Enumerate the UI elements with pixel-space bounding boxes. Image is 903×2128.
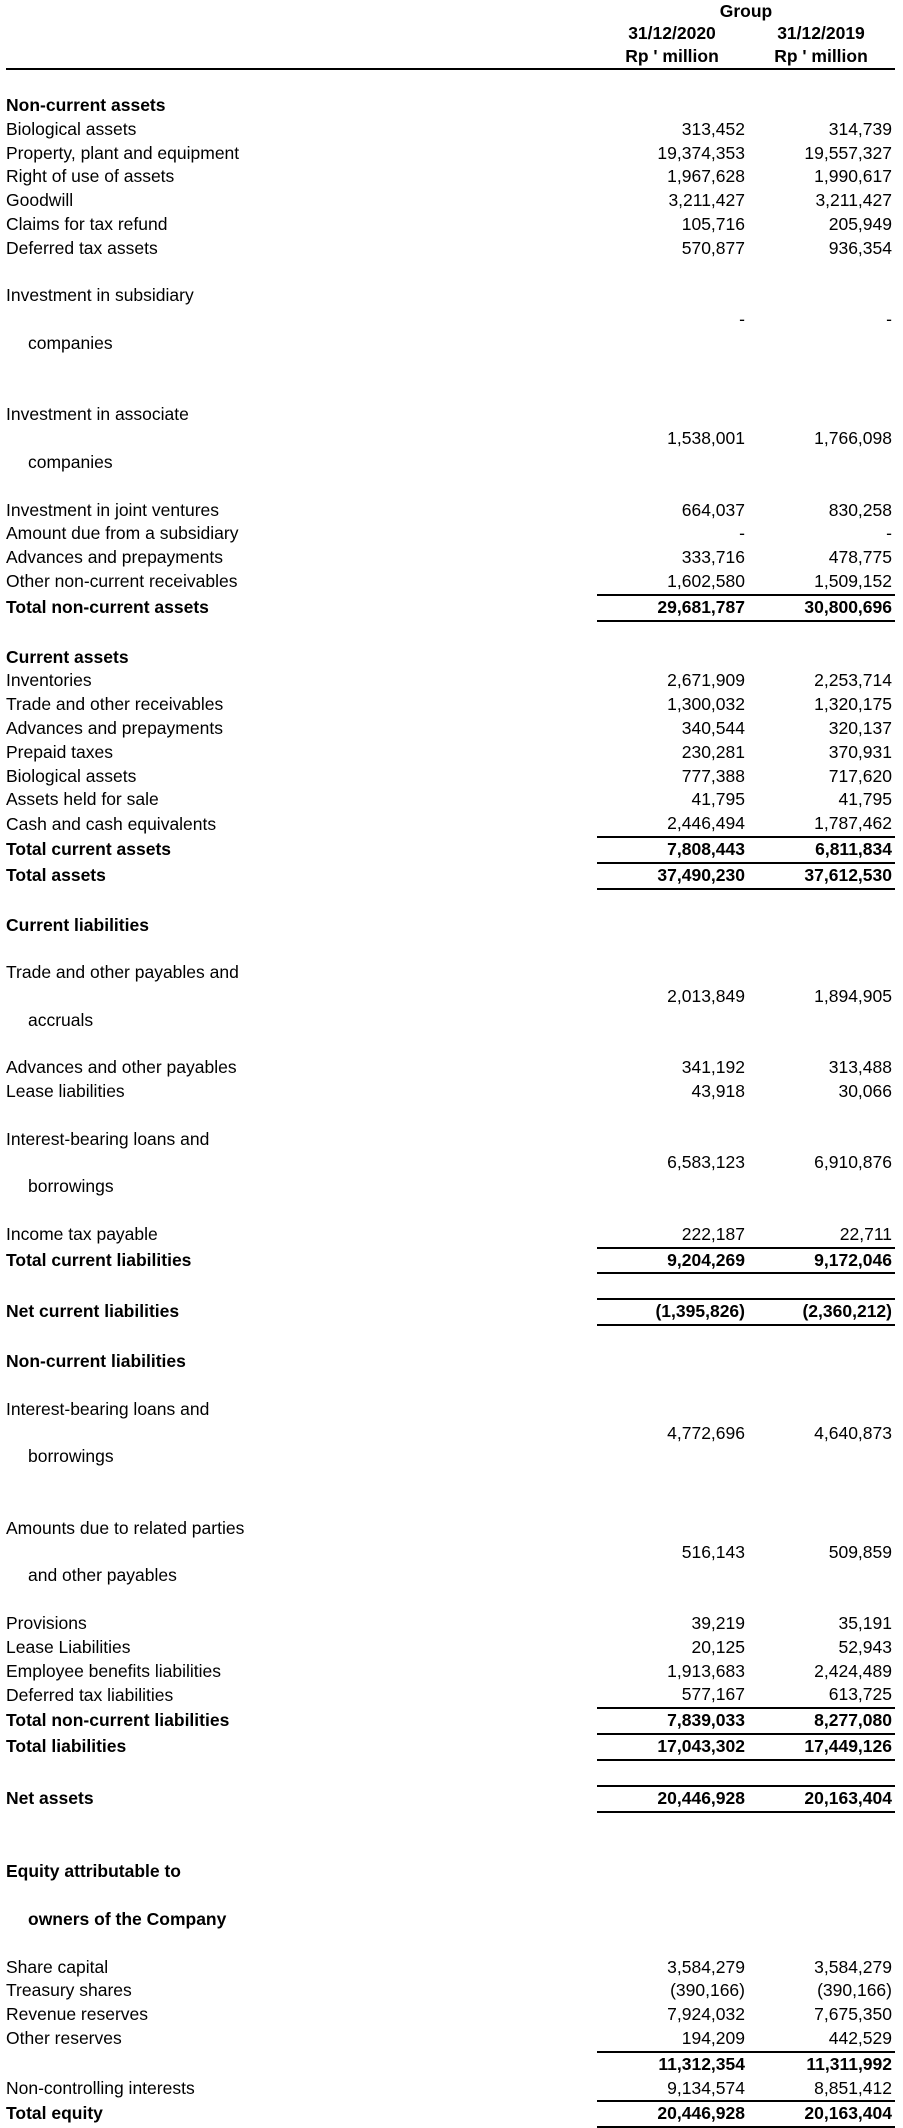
table-row xyxy=(6,741,895,765)
row-label-line1: Trade and other payables and xyxy=(6,962,239,983)
spacer xyxy=(6,889,895,914)
net-current-liabilities-2019: (2,360,212) xyxy=(747,1299,895,1325)
row-label: Provisions xyxy=(6,1613,87,1634)
header-col1-unit: Rp ' million xyxy=(625,46,719,66)
table-row xyxy=(6,522,895,546)
row-label-line2: and other payables xyxy=(28,1565,177,1586)
total-label: Total current assets xyxy=(6,838,172,859)
row-value-2020: 1,913,683 xyxy=(667,1660,745,1681)
row-value-2019: 314,739 xyxy=(828,118,892,139)
row-label-line2: companies xyxy=(28,451,113,472)
row-value-2020: 2,446,494 xyxy=(667,813,745,834)
row-label: Advances and prepayments xyxy=(6,547,223,568)
row-label: Inventories xyxy=(6,670,92,691)
table-row xyxy=(6,546,895,570)
table-row xyxy=(6,717,895,741)
row-value-2020: 9,134,574 xyxy=(667,2077,745,2098)
total-value-2020: 37,490,230 xyxy=(597,863,747,889)
row-value-2020: 2,013,849 xyxy=(667,985,745,1006)
row-value-2020: 777,388 xyxy=(681,765,745,786)
row-label-line2: borrowings xyxy=(28,1176,114,1197)
total-row-non-current-assets xyxy=(6,595,895,621)
table-row xyxy=(6,1374,895,1493)
row-value-2020: 313,452 xyxy=(681,118,745,139)
total-label: Total assets xyxy=(6,864,106,885)
row-value-2019: 3,584,279 xyxy=(814,1956,892,1977)
table-row xyxy=(6,213,895,237)
table-row xyxy=(6,142,895,166)
row-value-2020: 2,671,909 xyxy=(667,670,745,691)
spacer xyxy=(6,70,895,94)
row-value-2020: 39,219 xyxy=(691,1613,745,1634)
total-value-2019: 30,800,696 xyxy=(747,595,895,621)
section-heading-non-current-liabilities xyxy=(6,1350,895,1374)
total-row-total-liabilities xyxy=(6,1734,895,1760)
row-label xyxy=(6,261,597,380)
total-row-total-assets xyxy=(6,863,895,889)
row-value-2019: 1,766,098 xyxy=(814,428,892,449)
total-row-current-assets xyxy=(6,837,895,863)
table-row xyxy=(6,1979,895,2003)
row-label xyxy=(6,1104,597,1223)
table-row xyxy=(6,693,895,717)
row-label: Advances and other payables xyxy=(6,1057,237,1078)
table-row xyxy=(6,1080,895,1104)
row-label: Biological assets xyxy=(6,118,137,139)
row-value-2020: 20,125 xyxy=(691,1636,745,1657)
row-value-2019: 1,787,462 xyxy=(814,813,892,834)
row-value-2020: 516,143 xyxy=(681,1541,745,1562)
row-value-2019: 936,354 xyxy=(828,237,892,258)
row-value-2019: 2,424,489 xyxy=(814,1660,892,1681)
row-label: Assets held for sale xyxy=(6,789,159,810)
row-value-2019: 1,320,175 xyxy=(814,694,892,715)
table-row xyxy=(6,1493,895,1612)
section-heading-current-assets xyxy=(6,646,895,670)
row-label xyxy=(6,1493,597,1612)
total-label: Total current liabilities xyxy=(6,1249,192,1270)
row-value-2020: 230,281 xyxy=(681,741,745,762)
row-value-2019: 8,851,412 xyxy=(814,2077,892,2098)
equity-title-line2: owners of the Company xyxy=(28,1908,227,1929)
row-label: Revenue reserves xyxy=(6,2004,149,2025)
row-value-2019: 205,949 xyxy=(828,213,892,234)
net-current-liabilities-2020: (1,395,826) xyxy=(597,1299,747,1325)
row-label-line1: Investment in subsidiary xyxy=(6,285,194,306)
table-row xyxy=(6,499,895,523)
row-label: Lease liabilities xyxy=(6,1081,125,1102)
row-value-2019: 6,910,876 xyxy=(814,1152,892,1173)
section-heading-equity xyxy=(6,1837,895,1956)
row-value-2020: 1,538,001 xyxy=(667,428,745,449)
total-value-2020: 29,681,787 xyxy=(597,595,747,621)
header-date-row xyxy=(6,22,895,45)
row-value-2019: 830,258 xyxy=(828,499,892,520)
row-label xyxy=(6,380,597,499)
total-row-current-liabilities xyxy=(6,1248,895,1274)
net-current-liabilities-row xyxy=(6,1299,895,1325)
row-value-2020: 577,167 xyxy=(681,1684,745,1705)
table-row xyxy=(6,937,895,1056)
row-value-2020: 1,967,628 xyxy=(667,166,745,187)
total-value-2020: 7,808,443 xyxy=(597,837,747,863)
row-value-2019: 30,066 xyxy=(838,1081,892,1102)
section-title: Current liabilities xyxy=(6,914,149,935)
row-value-2019: 1,894,905 xyxy=(814,985,892,1006)
row-label: Share capital xyxy=(6,1956,109,1977)
row-label: Property, plant and equipment xyxy=(6,142,240,163)
row-value-2019: 19,557,327 xyxy=(804,142,892,163)
table-row xyxy=(6,380,895,499)
total-value-2019: 37,612,530 xyxy=(747,863,895,889)
total-value-2019: 6,811,834 xyxy=(747,837,895,863)
spacer xyxy=(6,1325,895,1350)
row-label-line2: companies xyxy=(28,332,113,353)
row-value-2019: 313,488 xyxy=(828,1057,892,1078)
section-title: Current assets xyxy=(6,646,129,667)
row-value-2020: 3,584,279 xyxy=(667,1956,745,1977)
total-value-2019: 9,172,046 xyxy=(747,1248,895,1274)
row-value-2020: 664,037 xyxy=(681,499,745,520)
row-value-2020: 1,300,032 xyxy=(667,694,745,715)
table-row xyxy=(6,189,895,213)
row-label-line1: Interest-bearing loans and xyxy=(6,1128,210,1149)
header-group-label: Group xyxy=(719,1,773,21)
net-assets-row xyxy=(6,1786,895,1812)
table-row xyxy=(6,1636,895,1660)
row-label-line2: borrowings xyxy=(28,1446,114,1467)
total-row-non-current-liabilities xyxy=(6,1708,895,1734)
row-label xyxy=(6,1374,597,1493)
row-value-2019: 442,529 xyxy=(828,2027,892,2048)
row-label: Trade and other receivables xyxy=(6,694,224,715)
row-value-2019: (390,166) xyxy=(817,1980,892,2001)
row-value-2019: 1,990,617 xyxy=(814,166,892,187)
row-value-2019: 4,640,873 xyxy=(814,1422,892,1443)
table-row xyxy=(6,1223,895,1248)
row-value-2019: 1,509,152 xyxy=(814,570,892,591)
total-value-2019: 17,449,126 xyxy=(747,1734,895,1760)
header-blank xyxy=(6,0,597,22)
row-value-2019: 7,675,350 xyxy=(814,2004,892,2025)
table-row xyxy=(6,1612,895,1636)
row-label xyxy=(6,937,597,1056)
row-label: Income tax payable xyxy=(6,1224,158,1245)
equity-subtotal-label xyxy=(6,2052,597,2077)
total-value-2020: 7,839,033 xyxy=(597,1708,747,1734)
table-row xyxy=(6,1056,895,1080)
row-label-line2: accruals xyxy=(28,1009,94,1030)
row-value-2019: 35,191 xyxy=(838,1613,892,1634)
row-label: Lease Liabilities xyxy=(6,1636,131,1657)
table-row xyxy=(6,812,895,837)
table-row xyxy=(6,788,895,812)
table-row xyxy=(6,1660,895,1684)
row-value-2020: 222,187 xyxy=(681,1223,745,1244)
section-heading-non-current-assets xyxy=(6,94,895,118)
row-value-2019: 370,931 xyxy=(828,741,892,762)
row-label: Other reserves xyxy=(6,2028,122,2049)
row-value-2019: 3,211,427 xyxy=(815,190,892,211)
equity-subtotal-2019: 11,311,992 xyxy=(747,2052,895,2077)
net-current-liabilities-label: Net current liabilities xyxy=(6,1301,180,1322)
total-label: Total non-current liabilities xyxy=(6,1710,230,1731)
section-heading-current-liabilities xyxy=(6,914,895,938)
row-label: Right of use of assets xyxy=(6,166,175,187)
header-col2-date: 31/12/2019 xyxy=(777,23,865,43)
header-col1-date: 31/12/2020 xyxy=(628,23,716,43)
row-value-2020: 341,192 xyxy=(681,1057,745,1078)
row-label: Treasury shares xyxy=(6,1980,132,2001)
table-row xyxy=(6,165,895,189)
row-label: Claims for tax refund xyxy=(6,213,168,234)
row-value-2020: 194,209 xyxy=(681,2027,745,2048)
row-label: Prepaid taxes xyxy=(6,741,114,762)
header-group-row xyxy=(6,0,895,22)
row-value-2020: (390,166) xyxy=(670,1980,745,2001)
row-label: Advances and prepayments xyxy=(6,717,223,738)
row-value-2020: 43,918 xyxy=(691,1081,745,1102)
row-label: Deferred tax assets xyxy=(6,237,158,258)
total-label: Total non-current assets xyxy=(6,596,209,617)
row-value-2020: 1,602,580 xyxy=(667,570,745,591)
total-value-2020: 17,043,302 xyxy=(597,1734,747,1760)
total-label: Total liabilities xyxy=(6,1736,127,1756)
row-value-2020: - xyxy=(739,309,745,330)
equity-subtotal-row xyxy=(6,2052,895,2077)
row-value-2020: 105,716 xyxy=(681,213,745,234)
row-value-2019: 717,620 xyxy=(828,765,892,786)
row-label: Non-controlling interests xyxy=(6,2078,195,2099)
spacer xyxy=(6,1273,895,1299)
row-label: Investment in joint ventures xyxy=(6,499,220,520)
row-value-2020: 7,924,032 xyxy=(667,2004,745,2025)
row-label-line1: Interest-bearing loans and xyxy=(6,1398,210,1419)
net-assets-2019: 20,163,404 xyxy=(747,1786,895,1812)
row-value-2019: 320,137 xyxy=(828,717,892,738)
row-value-2019: - xyxy=(886,523,892,544)
section-title: Non-current liabilities xyxy=(6,1351,186,1372)
table-row xyxy=(6,1956,895,1980)
row-value-2019: 41,795 xyxy=(838,789,892,810)
row-label-line1: Investment in associate xyxy=(6,404,189,425)
header-unit-row xyxy=(6,45,895,68)
row-label: Biological assets xyxy=(6,765,137,786)
section-title xyxy=(6,1837,597,1956)
row-value-2020: 333,716 xyxy=(681,547,745,568)
table-row xyxy=(6,570,895,595)
row-label: Amount due from a subsidiary xyxy=(6,523,239,544)
table-row xyxy=(6,2077,895,2102)
row-value-2019: - xyxy=(886,309,892,330)
row-label: Goodwill xyxy=(6,190,74,211)
row-value-2020: 3,211,427 xyxy=(668,190,745,211)
equity-title-line1: Equity attributable to xyxy=(6,1861,181,1882)
table-row xyxy=(6,261,895,380)
spacer xyxy=(6,1760,895,1786)
row-value-2019: 52,943 xyxy=(838,1636,892,1657)
total-value-2020: 20,446,928 xyxy=(597,2101,747,2127)
row-value-2020: 340,544 xyxy=(681,717,745,738)
row-value-2019: 509,859 xyxy=(828,1541,892,1562)
balance-sheet-table xyxy=(6,0,895,2128)
net-assets-2020: 20,446,928 xyxy=(597,1786,747,1812)
table-row xyxy=(6,118,895,142)
section-title: Non-current assets xyxy=(6,95,166,115)
table-row xyxy=(6,2027,895,2052)
total-label: Total equity xyxy=(6,2103,103,2124)
row-label: Other non-current receivables xyxy=(6,571,238,592)
total-value-2019: 20,163,404 xyxy=(747,2101,895,2127)
equity-subtotal-2020: 11,312,354 xyxy=(597,2052,747,2077)
table-row xyxy=(6,2003,895,2027)
table-row xyxy=(6,765,895,789)
row-label: Cash and cash equivalents xyxy=(6,813,217,834)
row-value-2020: 19,374,353 xyxy=(657,142,745,163)
spacer xyxy=(6,621,895,646)
row-label: Employee benefits liabilities xyxy=(6,1660,221,1681)
table-row xyxy=(6,237,895,261)
row-value-2020: 570,877 xyxy=(681,237,745,258)
total-value-2019: 8,277,080 xyxy=(747,1708,895,1734)
row-value-2019: 22,711 xyxy=(839,1223,892,1244)
table-row xyxy=(6,1104,895,1223)
row-value-2020: 4,772,696 xyxy=(667,1422,745,1443)
total-value-2020: 9,204,269 xyxy=(597,1248,747,1274)
table-row xyxy=(6,669,895,693)
row-value-2019: 2,253,714 xyxy=(814,670,892,691)
total-equity-row xyxy=(6,2101,895,2127)
row-value-2019: 613,725 xyxy=(828,1684,892,1705)
row-value-2020: - xyxy=(739,523,745,544)
row-label: Deferred tax liabilities xyxy=(6,1684,174,1705)
row-value-2019: 478,775 xyxy=(828,547,892,568)
spacer xyxy=(6,1812,895,1837)
row-value-2020: 6,583,123 xyxy=(667,1152,745,1173)
row-label-line1: Amounts due to related parties xyxy=(6,1517,245,1538)
row-value-2020: 41,795 xyxy=(691,789,745,810)
header-col2-unit: Rp ' million xyxy=(774,46,868,66)
net-assets-label: Net assets xyxy=(6,1787,94,1808)
table-row xyxy=(6,1683,895,1708)
